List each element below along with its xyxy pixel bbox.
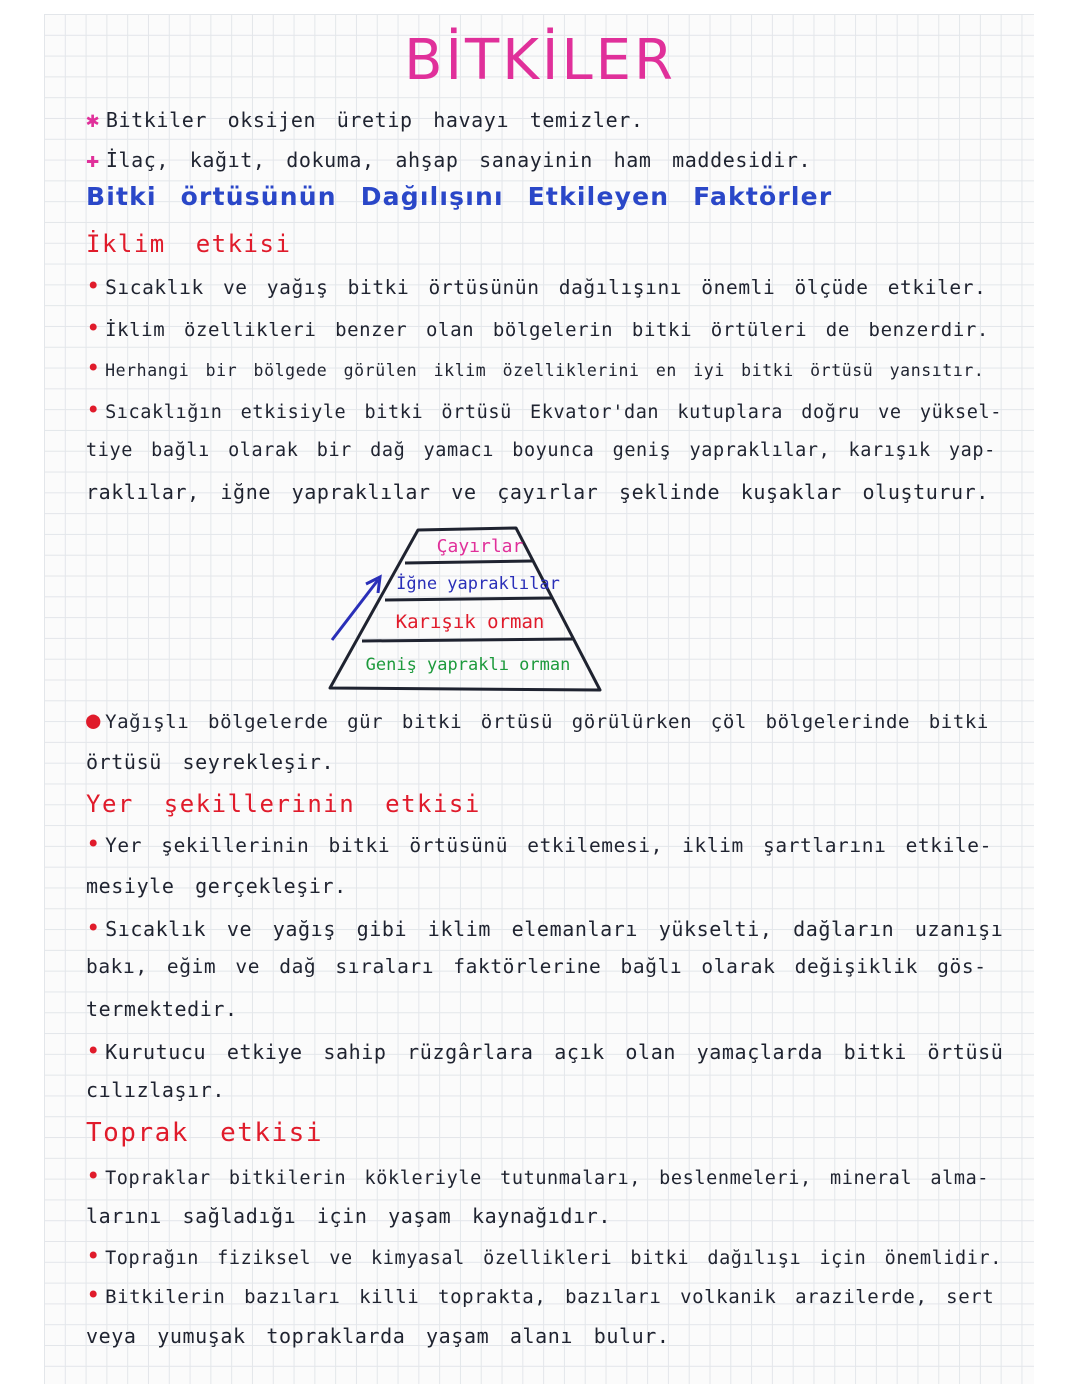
landforms-line-2: mesiyle gerçekleşir.	[86, 874, 347, 898]
pyramid-layer-label: Karışık orman	[395, 611, 545, 633]
altitude-arrow-icon	[332, 580, 378, 640]
climate-heading: İklim etkisi	[86, 230, 292, 258]
soil-line-4: • Bitkilerin bazıları killi toprakta, bazıları volkanik arazilerde, sert	[86, 1281, 995, 1309]
landforms-heading: Yer şekillerinin etkisi	[86, 790, 481, 818]
climate-line-1: • Sıcaklık ve yağış bitki örtüsünün dağılışını önemli ölçüde etkiler.	[86, 272, 987, 300]
climate-line-5: tiye bağlı olarak bir dağ yamacı boyunca geniş yapraklılar, karışık yap-	[86, 440, 996, 461]
pyramid-layer-label: İğne yapraklılar	[396, 574, 560, 594]
landforms-line-6: • Kurutucu etkiye sahip rüzgârlara açık olan yamaçlarda bitki örtüsü	[86, 1037, 1004, 1065]
bullet-icon: •	[86, 1037, 102, 1065]
landforms-line-5: termektedir.	[86, 997, 238, 1021]
landforms-line-3: • Sıcaklık ve yağış gibi iklim elemanları yükselti, dağların uzanışı	[86, 914, 1004, 942]
bullet-icon: •	[86, 396, 102, 424]
soil-line-5: veya yumuşak topraklarda yaşam alanı bulur.	[86, 1324, 670, 1348]
bullet-icon: •	[86, 272, 102, 300]
soil-line-1: • Topraklar bitkilerin kökleriyle tutunmaları, beslenmeleri, mineral alma-	[86, 1162, 990, 1190]
pyramid-divider	[362, 639, 573, 641]
climate-line-3: • Herhangi bir bölgede görülen iklim özelliklerini en iyi bitki örtüsü yansıtır.	[86, 354, 985, 382]
bullet-icon: •	[86, 830, 102, 858]
bullet-icon: ●	[86, 706, 102, 734]
soil-line-2: larını sağladığı için yaşam kaynağıdır.	[86, 1204, 611, 1228]
pyramid-layer-label: Geniş yapraklı orman	[365, 655, 571, 675]
climate-line-4: • Sıcaklığın etkisiyle bitki örtüsü Ekvator'dan kutuplara doğru ve yüksel-	[86, 396, 1002, 424]
pyramid-divider	[405, 561, 532, 563]
bullet-icon: •	[86, 1281, 102, 1309]
bullet-icon: •	[86, 1242, 102, 1270]
landforms-line-4: bakı, eğim ve dağ sıraları faktörlerine bağlı olarak değişiklik gös-	[86, 955, 987, 978]
climate-line-6: raklılar, iğne yapraklılar ve çayırlar şeklinde kuşaklar oluşturur.	[86, 480, 989, 504]
bullet-icon: •	[86, 354, 102, 382]
pyramid-layer-label: Çayırlar	[436, 536, 524, 557]
star-bullet-icon: ✚	[86, 148, 100, 173]
landforms-line-1: • Yer şekillerinin bitki örtüsünü etkilemesi, iklim şartlarını etkile-	[86, 830, 992, 858]
climate-line-2: • İklim özellikleri benzer olan bölgelerin bitki örtüleri de benzerdir.	[86, 314, 989, 342]
star-bullet-icon: ✱	[86, 108, 100, 133]
page-title: BİTKİLER	[404, 28, 676, 93]
bullet-icon: •	[86, 1162, 102, 1190]
section-heading: Bitki örtüsünün Dağılışını Etkileyen Faktörler	[86, 182, 833, 211]
soil-heading: Toprak etkisi	[86, 1118, 323, 1148]
pyramid-divider	[385, 598, 552, 600]
soil-line-3: • Toprağın fiziksel ve kimyasal özellikleri bitki dağılışı için önemlidir.	[86, 1242, 1002, 1270]
intro-line-1: ✱ Bitkiler oksijen üretip havayı temizler.	[86, 108, 644, 133]
bullet-icon: •	[86, 914, 102, 942]
intro-line-2: ✚ İlaç, kağıt, dokuma, ahşap sanayinin ham maddesidir.	[86, 148, 812, 173]
landforms-line-7: cılızlaşır.	[86, 1078, 226, 1102]
rain-line-2: örtüsü seyrekleşir.	[86, 750, 335, 774]
rain-line-1: ● Yağışlı bölgelerde gür bitki örtüsü görülürken çöl bölgelerinde bitki	[86, 706, 989, 734]
bullet-icon: •	[86, 314, 102, 342]
